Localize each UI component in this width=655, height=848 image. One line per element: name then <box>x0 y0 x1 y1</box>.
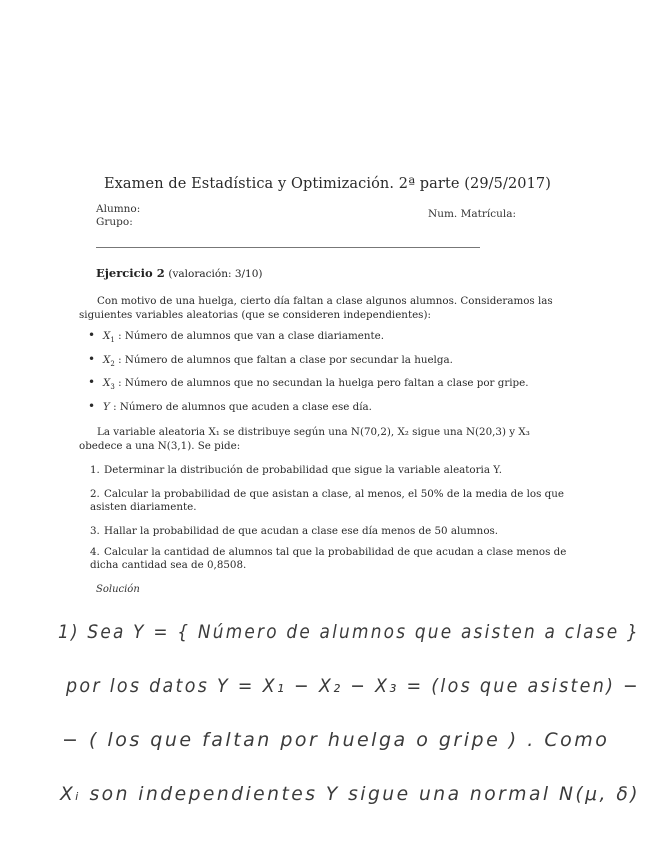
exercise-valuation: (valoración: 3/10) <box>168 268 263 280</box>
grupo-label: Grupo: <box>96 216 133 228</box>
handwritten-line-2: por los datos Y = X₁ − X₂ − X₃ = (los que asisten) − <box>65 675 641 697</box>
bullet-icon: • <box>88 398 96 413</box>
separator-line <box>96 247 480 248</box>
question-2: 2. Calcular la probabilidad de que asistan a clase, al menos, el 50% de la media de los que asisten diariamente. <box>90 488 565 513</box>
list-item: • $X_3$ : Número de alumnos que no secundan la huelga pero faltan a clase por gripe. <box>88 375 529 392</box>
list-item: • $X_2$ : Número de alumnos que faltan a clase por secundar la huelga. <box>88 351 453 368</box>
variables-list <box>88 328 529 422</box>
question-4: 4. Calcular la cantidad de alumnos tal que la probabilidad de que acudan a clase menos de dicha cantidad sea de 0,8508. <box>90 546 567 571</box>
handwritten-line-1: 1) Sea Y = { Número de alumnos que asisten a clase } <box>58 621 640 643</box>
alumno-label: Alumno: <box>96 203 141 215</box>
matricula-label: Num. Matrícula: <box>428 208 516 220</box>
exam-title: Examen de Estadística y Optimización. 2ª parte (29/5/2017) <box>103 176 552 192</box>
list-item: • Y : Número de alumnos que acuden a clase ese día. <box>88 398 372 413</box>
question-1: 1. Determinar la distribución de probabilidad que sigue la variable aleatoria Y. <box>90 464 503 476</box>
handwritten-line-4: Xᵢ son independientes Y sigue una normal N(μ, δ) <box>59 783 641 805</box>
handwritten-solution <box>0 600 655 848</box>
bullet-icon: • <box>88 375 96 389</box>
bullet-icon: • <box>88 351 96 366</box>
distribution-text: La variable aleatoria X₁ se distribuye según una N(70,2), X₂ sigue una N(20,3) y X₃ obedece a una N(3,1). Se pide: <box>79 426 530 452</box>
exercise-intro: Con motivo de una huelga, cierto día faltan a clase algunos alumnos. Consideramos las siguientes variables aleatorias (que se consideren independientes): <box>79 295 553 321</box>
solution-label: Solución <box>96 584 140 595</box>
list-item: • $X_1$ : Número de alumnos que van a clase diariamente. <box>88 328 384 345</box>
exercise-heading <box>96 266 263 280</box>
question-3: 3. Hallar la probabilidad de que acudan a clase ese día menos de 50 alumnos. <box>90 525 499 537</box>
bullet-icon: • <box>88 328 96 342</box>
handwritten-line-3: − ( los que faltan por huelga o gripe ) . Como <box>62 729 610 751</box>
exercise-title: Ejercicio 2 <box>96 266 165 280</box>
